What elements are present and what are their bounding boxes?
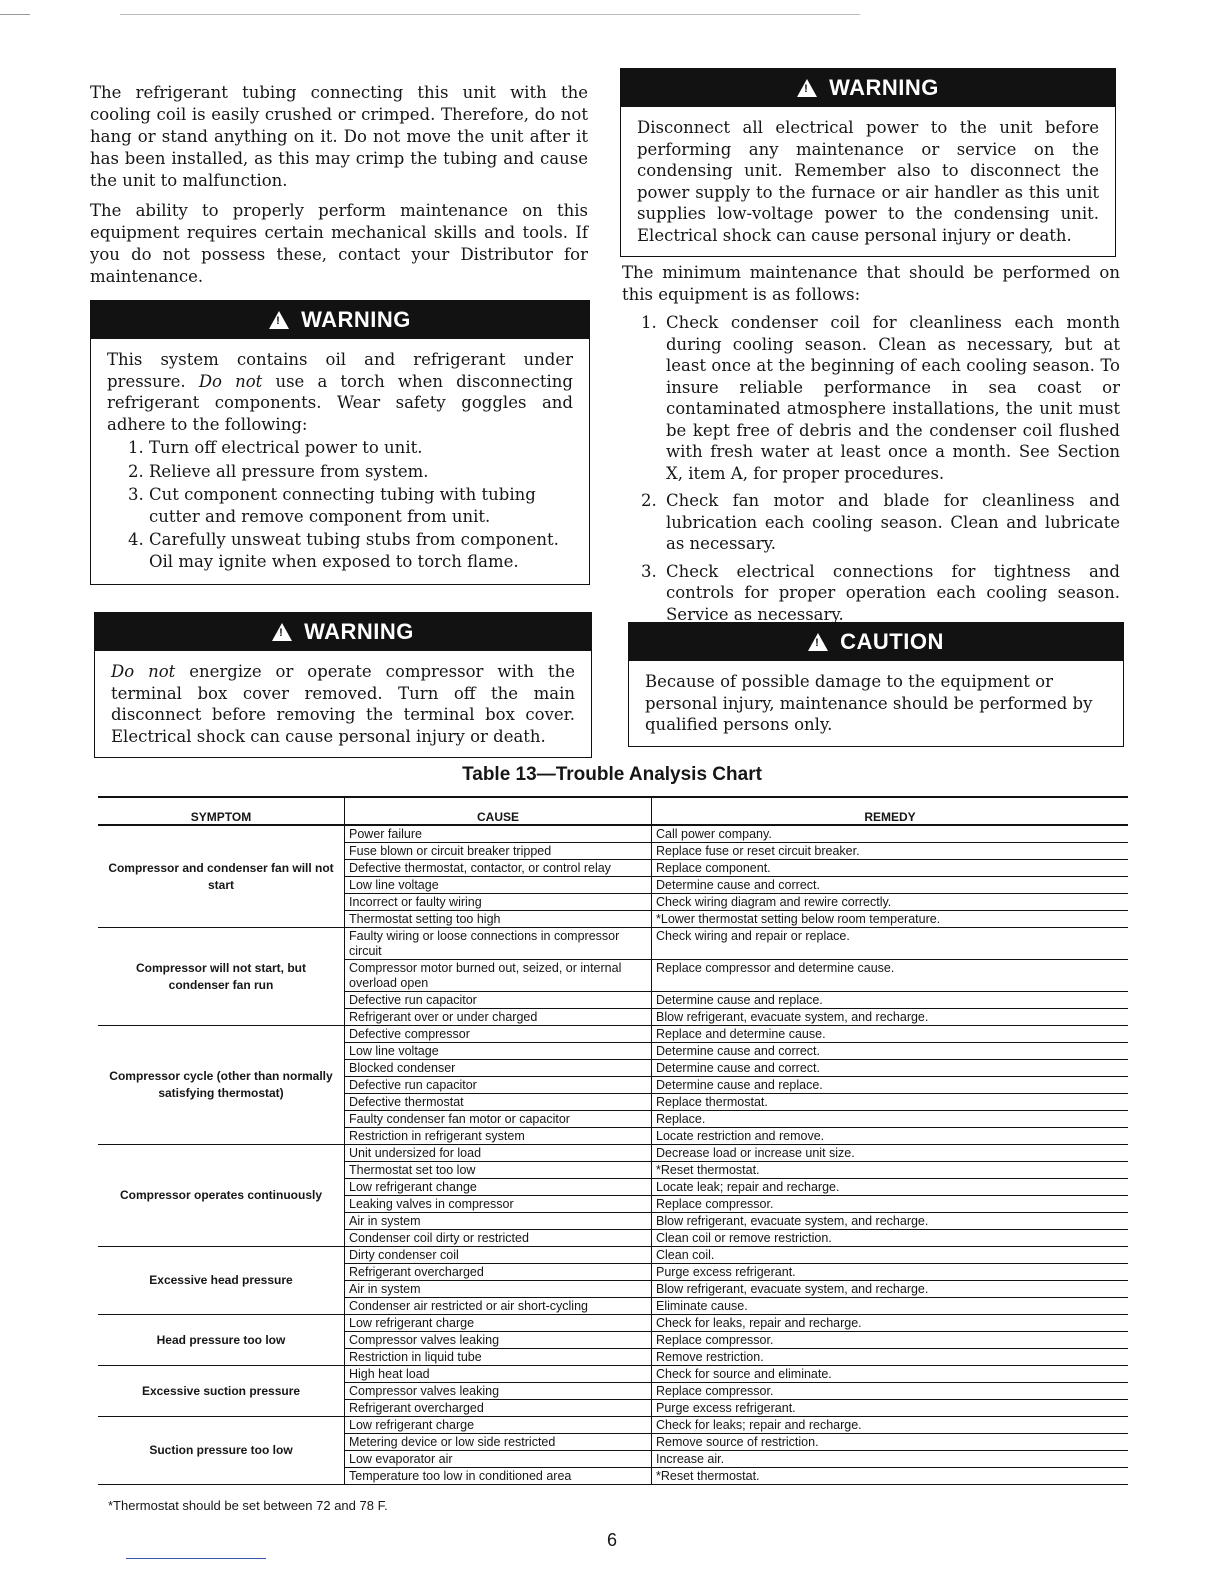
symptom-cell: Compressor cycle (other than normally satisfying thermostat) xyxy=(98,1026,345,1145)
table-header-row xyxy=(98,797,1128,825)
cause-cell: Refrigerant overcharged xyxy=(345,1400,652,1417)
cause-cell: Dirty condenser coil xyxy=(345,1247,652,1264)
remedy-cell: Replace compressor. xyxy=(652,1196,1129,1213)
list-item: 1. Check condenser coil for cleanliness each month during cooling season. Clean as necessary, but at least once at the beginning of each cooling season. To insure reliable performance in sea coast or contaminated atmosphere installations, the unit must be kept free of debris and the condenser coil flushed with fresh water at least once a month. See Section X, item A, for proper procedures. xyxy=(662,312,1120,484)
remedy-cell: Locate leak; repair and recharge. xyxy=(652,1179,1129,1196)
symptom-cell: Excessive head pressure xyxy=(98,1247,345,1315)
table-row xyxy=(98,1247,1128,1264)
remedy-cell: Replace fuse or reset circuit breaker. xyxy=(652,843,1129,860)
maintenance-section xyxy=(622,262,1120,631)
caution-text: Because of possible damage to the equipment or personal injury, maintenance should be performed by qualified persons only. xyxy=(645,672,1093,734)
torch-steps-list xyxy=(107,437,573,572)
table-row xyxy=(98,1366,1128,1383)
page-number: 6 xyxy=(606,1530,617,1550)
table-row xyxy=(98,1315,1128,1332)
cause-cell: Condenser air restricted or air short-cycling xyxy=(345,1298,652,1315)
cause-cell: Incorrect or faulty wiring xyxy=(345,894,652,911)
cause-cell: Power failure xyxy=(345,825,652,843)
table-body xyxy=(98,825,1128,1485)
remedy-cell: Check for leaks, repair and recharge. xyxy=(652,1315,1129,1332)
trouble-analysis-table xyxy=(98,796,1128,1485)
warning-icon xyxy=(269,311,289,329)
remedy-cell: Remove source of restriction. xyxy=(652,1434,1129,1451)
cause-cell: Blocked condenser xyxy=(345,1060,652,1077)
scan-top-edge xyxy=(0,14,1224,15)
cause-cell: Condenser coil dirty or restricted xyxy=(345,1230,652,1247)
warning-refrigerant-text: This system contains oil and refrigerant under pressure. Do not use a torch when disconnecting refrigerant components. Wear safety goggles and adhere to the following: 1. Turn off electrical power to unit. 2. Relieve all pressure from system. 3. Cut component connecting tubing with tubing cutter and remove component from unit. 4. Carefully unsweat tubing stubs from component. Oil may ignite when exposed to torch flame. xyxy=(91,339,589,584)
remedy-cell: *Lower thermostat setting below room temperature. xyxy=(652,911,1129,928)
table-row xyxy=(98,1417,1128,1434)
table-title: Table 13—Trouble Analysis Chart xyxy=(462,764,762,785)
cause-cell: Restriction in liquid tube xyxy=(345,1349,652,1366)
cause-cell: Temperature too low in conditioned area xyxy=(345,1468,652,1485)
footnote: *Thermostat should be set between 72 and 78 F. xyxy=(108,1498,388,1513)
left-column xyxy=(90,82,588,296)
remedy-cell: Remove restriction. xyxy=(652,1349,1129,1366)
remedy-cell: Determine cause and replace. xyxy=(652,992,1129,1009)
list-item: 4. Carefully unsweat tubing stubs from component. Oil may ignite when exposed to torch flame. xyxy=(149,529,573,572)
remedy-cell: Call power company. xyxy=(652,825,1129,843)
caution-heading: !CAUTION xyxy=(629,623,1123,661)
warning-heading: !WARNING xyxy=(621,69,1115,107)
remedy-cell: Blow refrigerant, evacuate system, and recharge. xyxy=(652,1281,1129,1298)
remedy-cell: Determine cause and replace. xyxy=(652,1077,1129,1094)
remedy-cell: Purge excess refrigerant. xyxy=(652,1264,1129,1281)
caution-icon xyxy=(808,633,828,651)
skills-paragraph: The ability to properly perform maintenance on this equipment requires certain mechanical skills and tools. If you do not possess these, contact your Distributor for maintenance. xyxy=(90,201,588,286)
cause-cell: Defective thermostat, contactor, or control relay xyxy=(345,860,652,877)
warning-heading: !WARNING xyxy=(91,301,589,339)
symptom-cell: Compressor operates continuously xyxy=(98,1145,345,1247)
list-item: 3. Cut component connecting tubing with tubing cutter and remove component from unit. xyxy=(149,484,573,527)
symptom-header: SYMPTOM xyxy=(98,797,345,825)
cause-cell: Compressor motor burned out, seized, or internal overload open xyxy=(345,960,652,992)
remedy-cell: Replace compressor and determine cause. xyxy=(652,960,1129,992)
remedy-cell: Increase air. xyxy=(652,1451,1129,1468)
cause-cell: Air in system xyxy=(345,1281,652,1298)
remedy-cell: Clean coil or remove restriction. xyxy=(652,1230,1129,1247)
maintenance-intro: The minimum maintenance that should be performed on this equipment is as follows: xyxy=(622,263,1120,304)
remedy-cell: Determine cause and correct. xyxy=(652,877,1129,894)
cause-cell: Defective thermostat xyxy=(345,1094,652,1111)
cause-cell: Defective run capacitor xyxy=(345,1077,652,1094)
remedy-cell: Check wiring and repair or replace. xyxy=(652,928,1129,960)
remedy-cell: Blow refrigerant, evacuate system, and recharge. xyxy=(652,1213,1129,1230)
warning-power-text: Disconnect all electrical power to the unit before performing any maintenance or service on the condensing unit. Remember also to disconnect the power supply to the furnace or air handler as this unit supplies low-voltage power to the condensing unit. Electrical shock can cause personal injury or death. xyxy=(637,118,1099,245)
cause-cell: Low refrigerant charge xyxy=(345,1315,652,1332)
remedy-cell: Replace compressor. xyxy=(652,1332,1129,1349)
cause-cell: Restriction in refrigerant system xyxy=(345,1128,652,1145)
cause-cell: Compressor valves leaking xyxy=(345,1383,652,1400)
list-item: 2. Check fan motor and blade for cleanliness and lubrication each cooling season. Clean and lubricate as necessary. xyxy=(662,490,1120,555)
cause-cell: Defective run capacitor xyxy=(345,992,652,1009)
remedy-cell: Determine cause and correct. xyxy=(652,1060,1129,1077)
cause-cell: Refrigerant over or under charged xyxy=(345,1009,652,1026)
remedy-cell: Replace thermostat. xyxy=(652,1094,1129,1111)
cause-cell: Air in system xyxy=(345,1213,652,1230)
cause-cell: Low refrigerant change xyxy=(345,1179,652,1196)
cause-cell: High heat load xyxy=(345,1366,652,1383)
cause-cell: Fuse blown or circuit breaker tripped xyxy=(345,843,652,860)
caution-box xyxy=(628,622,1124,747)
list-item: 3. Check electrical connections for tightness and controls for proper operation each cooling season. Service as necessary. xyxy=(662,561,1120,626)
remedy-cell: Blow refrigerant, evacuate system, and recharge. xyxy=(652,1009,1129,1026)
remedy-cell: Check for leaks; repair and recharge. xyxy=(652,1417,1129,1434)
cause-cell: Low evaporator air xyxy=(345,1451,652,1468)
cause-cell: Thermostat set too low xyxy=(345,1162,652,1179)
warning-compressor-text: Do not energize or operate compressor with the terminal box cover removed. Turn off the main disconnect before removing the terminal box cover. Electrical shock can cause personal injury or death. xyxy=(111,662,576,746)
remedy-cell: Decrease load or increase unit size. xyxy=(652,1145,1129,1162)
maintenance-list xyxy=(622,312,1120,625)
symptom-cell: Suction pressure too low xyxy=(98,1417,345,1485)
symptom-cell: Compressor and condenser fan will not start xyxy=(98,825,345,928)
remedy-header: REMEDY xyxy=(652,797,1129,825)
table-row xyxy=(98,825,1128,843)
remedy-cell: Replace. xyxy=(652,1111,1129,1128)
remedy-cell: Determine cause and correct. xyxy=(652,1043,1129,1060)
remedy-cell: Check wiring diagram and rewire correctly. xyxy=(652,894,1129,911)
cause-cell: Metering device or low side restricted xyxy=(345,1434,652,1451)
remedy-cell: Replace component. xyxy=(652,860,1129,877)
symptom-cell: Head pressure too low xyxy=(98,1315,345,1366)
remedy-cell: *Reset thermostat. xyxy=(652,1162,1129,1179)
remedy-cell: Replace and determine cause. xyxy=(652,1026,1129,1043)
table-row xyxy=(98,1026,1128,1043)
warning-heading: !WARNING xyxy=(95,613,591,651)
cause-cell: Unit undersized for load xyxy=(345,1145,652,1162)
list-item: 2. Relieve all pressure from system. xyxy=(149,461,573,483)
cause-cell: Faulty wiring or loose connections in compressor circuit xyxy=(345,928,652,960)
table-row xyxy=(98,928,1128,960)
remedy-cell: Replace compressor. xyxy=(652,1383,1129,1400)
warning-compressor-box xyxy=(94,612,592,758)
cause-cell: Low line voltage xyxy=(345,877,652,894)
warning-refrigerant-box xyxy=(90,300,590,585)
remedy-cell: Eliminate cause. xyxy=(652,1298,1129,1315)
remedy-cell: *Reset thermostat. xyxy=(652,1468,1129,1485)
cause-header: CAUSE xyxy=(345,797,652,825)
symptom-cell: Excessive suction pressure xyxy=(98,1366,345,1417)
remedy-cell: Check for source and eliminate. xyxy=(652,1366,1129,1383)
cause-cell: Thermostat setting too high xyxy=(345,911,652,928)
list-item: 1. Turn off electrical power to unit. xyxy=(149,437,573,459)
remedy-cell: Purge excess refrigerant. xyxy=(652,1400,1129,1417)
symptom-cell: Compressor will not start, but condenser fan run xyxy=(98,928,345,1026)
cause-cell: Faulty condenser fan motor or capacitor xyxy=(345,1111,652,1128)
cause-cell: Refrigerant overcharged xyxy=(345,1264,652,1281)
cause-cell: Compressor valves leaking xyxy=(345,1332,652,1349)
cause-cell: Low line voltage xyxy=(345,1043,652,1060)
remedy-cell: Locate restriction and remove. xyxy=(652,1128,1129,1145)
tubing-paragraph: The refrigerant tubing connecting this unit with the cooling coil is easily crushed or crimped. Therefore, do not hang or stand anything on it. Do not move the unit after it has been installed, as this may crimp the tubing and cause the unit to malfunction. xyxy=(90,83,588,190)
cause-cell: Defective compressor xyxy=(345,1026,652,1043)
warning-power-box xyxy=(620,68,1116,257)
cause-cell: Low refrigerant charge xyxy=(345,1417,652,1434)
scan-bottom-mark xyxy=(126,1558,266,1559)
cause-cell: Leaking valves in compressor xyxy=(345,1196,652,1213)
warning-icon xyxy=(272,623,292,641)
warning-icon xyxy=(797,79,817,97)
remedy-cell: Clean coil. xyxy=(652,1247,1129,1264)
table-row xyxy=(98,1145,1128,1162)
